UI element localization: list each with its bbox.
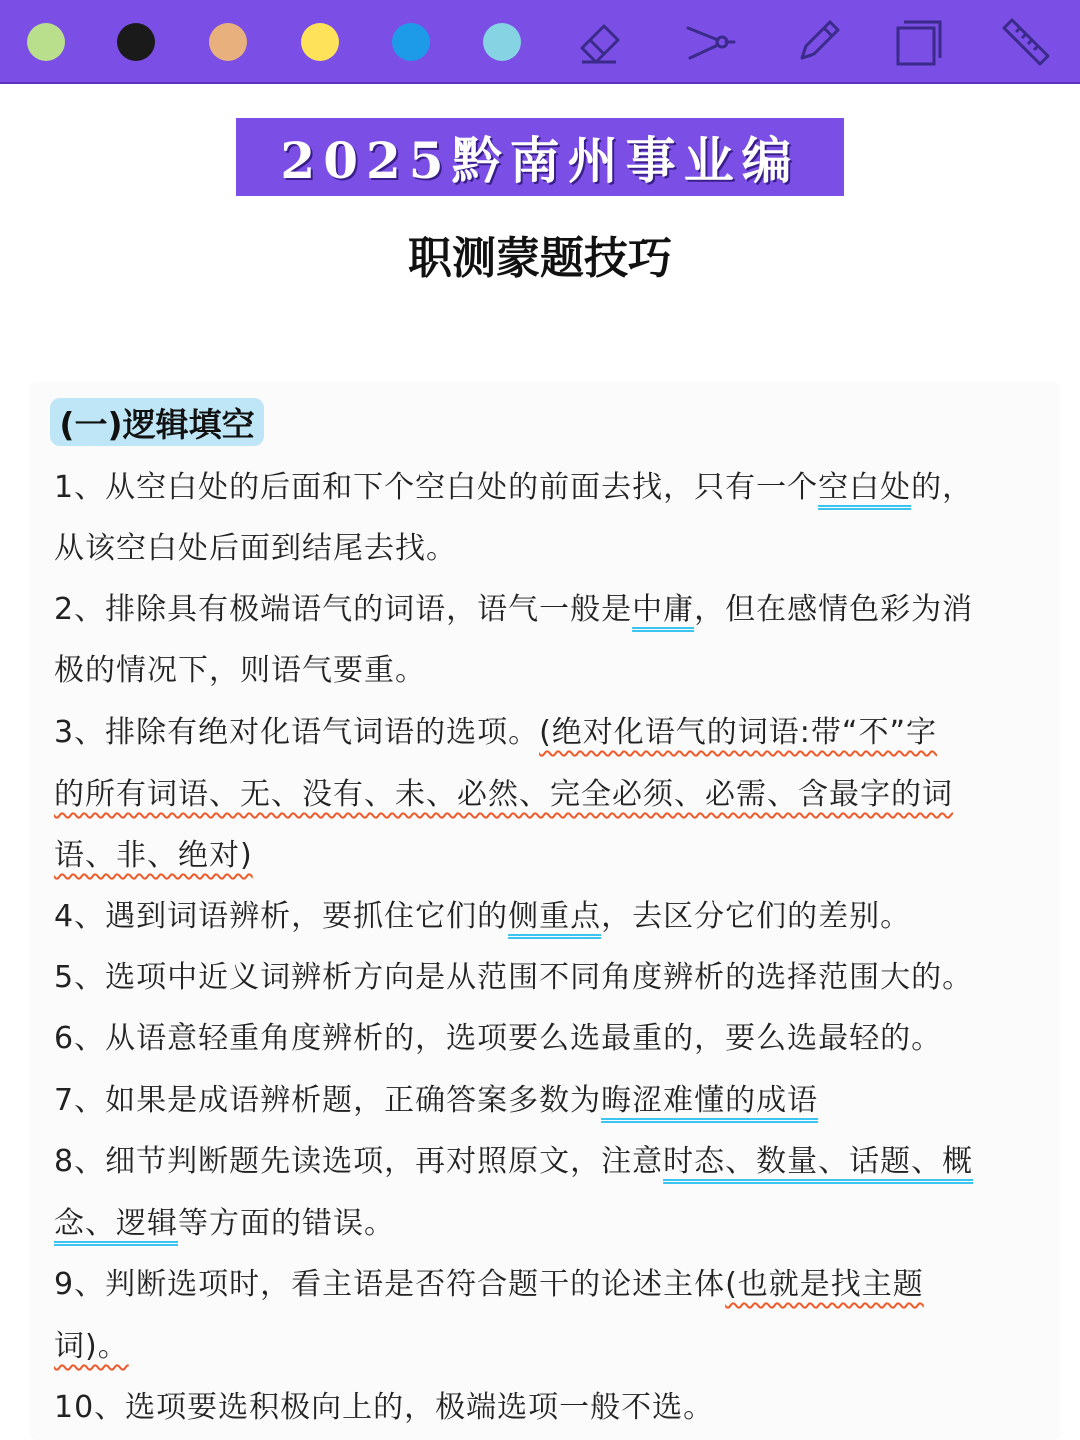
tip-highlight: 侧重点 xyxy=(508,899,602,934)
layers-icon[interactable] xyxy=(890,14,946,70)
tip-text: 3、排除有绝对化语气词语的选项。 xyxy=(54,715,540,750)
color-swatch-tan[interactable] xyxy=(209,23,247,61)
tip-text: 5、选项中近义词辨析方向是从范围不同角度辨析的选择范围大的。 xyxy=(54,960,974,995)
tip-line xyxy=(54,1204,395,1244)
top-toolbar xyxy=(0,0,1080,84)
tip-highlight: 念、逻辑 xyxy=(54,1206,178,1241)
tip-emphasis: 语、非、绝对) xyxy=(54,838,253,873)
pencil-icon[interactable] xyxy=(790,14,846,70)
tip-highlight: 晦涩难懂的成语 xyxy=(601,1083,819,1118)
tip-line xyxy=(54,590,973,630)
tip-text: 10、选项要选积极向上的，极端选项一般不选。 xyxy=(54,1390,715,1425)
tip-emphasis: (也就是找主题 xyxy=(725,1267,924,1302)
tip-text: 8、细节判断题先读选项，再对照原文，注意 xyxy=(54,1144,664,1179)
color-swatch-blue[interactable] xyxy=(392,23,430,61)
tip-text: 4、遇到词语辨析，要抓住它们的 xyxy=(54,899,509,934)
tip-emphasis: 词)。 xyxy=(54,1329,129,1364)
tip-text: 等方面的错误。 xyxy=(178,1206,395,1241)
tip-line xyxy=(54,1081,818,1121)
section-heading: (一)逻辑填空 xyxy=(50,398,264,446)
tip-emphasis: (绝对化语气的词语:带“不”字 xyxy=(539,715,937,750)
eraser-icon[interactable] xyxy=(572,14,628,70)
tip-line xyxy=(54,958,973,998)
color-swatch-black[interactable] xyxy=(117,23,155,61)
tip-line xyxy=(54,1142,973,1182)
ruler-icon[interactable] xyxy=(998,14,1054,70)
tip-text: 极的情况下，则语气要重。 xyxy=(54,653,426,688)
tip-text: 1、从空白处的后面和下个空白处的前面去找，只有一个 xyxy=(54,470,819,505)
tip-line xyxy=(54,897,911,937)
tip-highlight: 空白处 xyxy=(818,470,912,505)
compass-icon[interactable] xyxy=(682,14,738,70)
color-swatch-yellow[interactable] xyxy=(301,23,339,61)
tip-line xyxy=(54,836,253,876)
tip-emphasis: 的所有词语、无、没有、未、必然、完全必须、必需、含最字的词 xyxy=(54,777,953,812)
color-swatch-green[interactable] xyxy=(27,23,65,61)
tip-text: 9、判断选项时，看主语是否符合题干的论述主体 xyxy=(54,1267,726,1302)
tip-text: 2、排除具有极端语气的词语，语气一般是 xyxy=(54,592,633,627)
tip-highlight: 中庸 xyxy=(632,592,695,627)
tip-text: 6、从语意轻重角度辨析的，选项要么选最重的，要么选最轻的。 xyxy=(54,1021,943,1056)
tip-line xyxy=(54,775,953,815)
tip-text: ，但在感情色彩为消 xyxy=(694,592,974,627)
tip-line xyxy=(54,1388,714,1428)
tip-line xyxy=(54,1327,129,1367)
tip-text: 从该空白处后面到结尾去找。 xyxy=(54,531,457,566)
tip-line xyxy=(54,651,426,691)
tip-line xyxy=(54,529,457,569)
page-title: 2025黔南州事业编 xyxy=(280,131,800,190)
tip-line xyxy=(54,713,937,753)
page-subtitle: 职测蒙题技巧 xyxy=(408,233,672,284)
title-banner xyxy=(236,118,844,196)
tip-text: ，去区分它们的差别。 xyxy=(601,899,912,934)
tip-line xyxy=(54,468,973,508)
tip-text: 7、如果是成语辨析题，正确答案多数为 xyxy=(54,1083,602,1118)
tip-text: 的， xyxy=(911,470,974,505)
tip-line xyxy=(54,1265,924,1305)
tip-highlight: 时态、数量、话题、概 xyxy=(663,1144,974,1179)
color-swatch-cyan[interactable] xyxy=(483,23,521,61)
tip-line xyxy=(54,1019,942,1059)
